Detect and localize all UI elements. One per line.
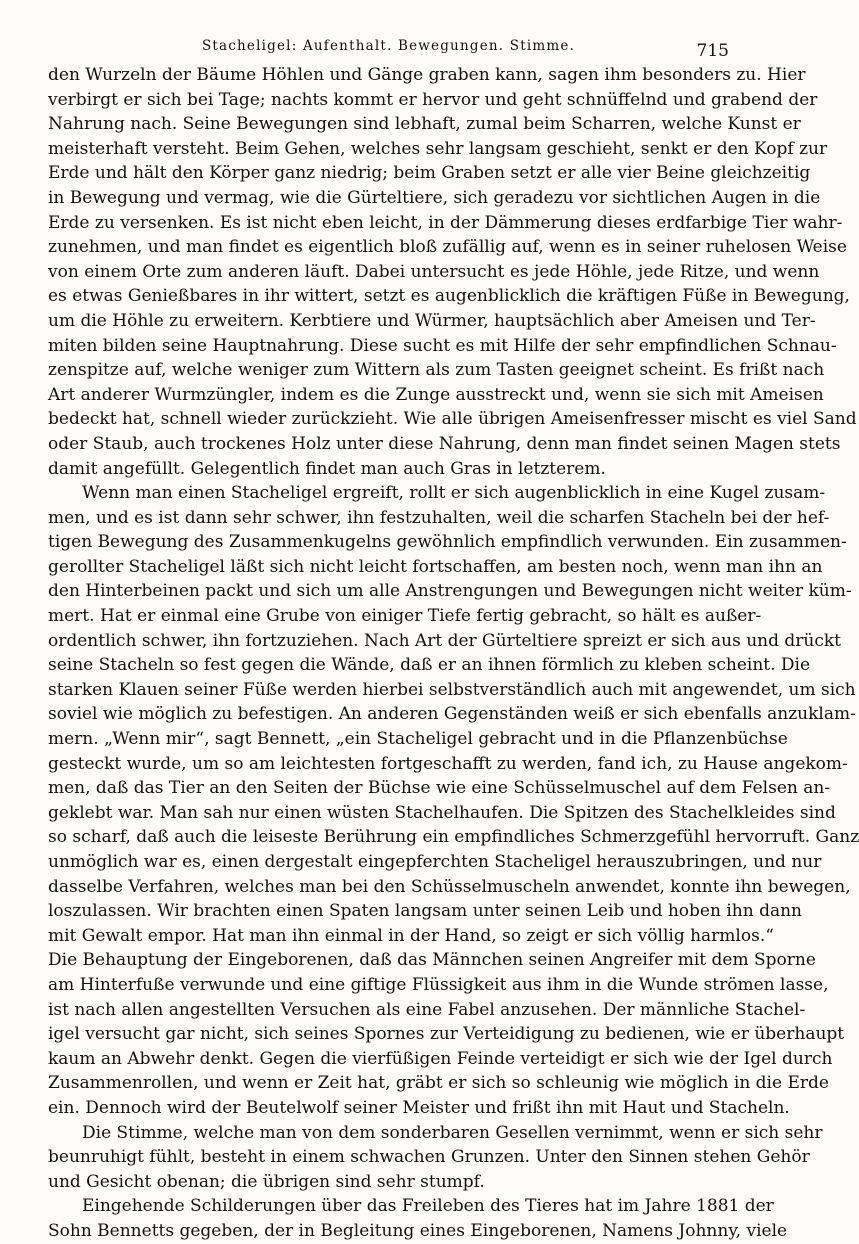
text-line: Die Behauptung der Eingeborenen, daß das Männchen seinen Angreifer mit dem Sporne: [48, 950, 816, 971]
page-header: [48, 36, 729, 66]
text-line: oder Staub, auch trockenes Holz unter diese Nahrung, denn man findet seinen Magen stets: [48, 433, 841, 454]
text-line: mit Gewalt empor. Hat man ihn einmal in der Hand, so zeigt er sich völlig harmlos.“: [48, 925, 774, 946]
text-line: von einem Orte zum anderen läuft. Dabei untersucht es jede Höhle, jede Ritze, und wenn: [48, 261, 820, 282]
text-line: es etwas Genießbares in ihr wittert, setzt es augenblicklich die kräftigen Füße in Bewegung,: [48, 286, 850, 307]
text-line: Wenn man einen Stacheligel ergreift, rollt er sich augenblicklich in eine Kugel zusam-: [82, 483, 826, 504]
running-head: Stacheligel: Aufenthalt. Bewegungen. Stimme.: [201, 38, 576, 54]
text-line: Erde zu versenken. Es ist nicht eben leicht, in der Dämmerung dieses erdfarbige Tier wahr-: [48, 212, 843, 233]
text-line: um die Höhle zu erweitern. Kerbtiere und Würmer, hauptsächlich aber Ameisen und Ter-: [48, 310, 816, 331]
text-line: bedeckt hat, schnell wieder zurückzieht. Wie alle übrigen Ameisenfresser mischt es viel Sand: [48, 409, 857, 430]
text-line: starken Klauen seiner Füße werden hierbei selbstverständlich auch mit angewendet, um sich: [48, 679, 856, 700]
text-line: seine Stacheln so fest gegen die Wände, daß er an ihnen förmlich zu kleben scheint. Die: [48, 655, 811, 676]
text-line: zenspitze auf, welche weniger zum Wittern als zum Tasten geeignet scheint. Es frißt nach: [48, 360, 825, 381]
text-line: ist nach allen angestellten Versuchen als eine Fabel anzusehen. Der männliche Stachel-: [48, 999, 806, 1020]
text-line: miten bilden seine Hauptnahrung. Diese sucht es mit Hilfe der sehr empfindlichen Schnau-: [48, 335, 837, 356]
text-line: Erde und hält den Körper ganz niedrig; beim Graben setzt er alle vier Beine gleichzeitig: [48, 163, 811, 184]
text-line: damit angefüllt. Gelegentlich findet man auch Gras in letzterem.: [48, 458, 606, 479]
text-line: dasselbe Verfahren, welches man bei den Schüsselmuscheln anwendet, konnte ihn bewegen,: [48, 876, 851, 897]
text-line: kaum an Abwehr denkt. Gegen die vierfüßigen Feinde verteidigt er sich wie der Igel durch: [48, 1048, 833, 1069]
text-line: zunehmen, und man findet es eigentlich bloß zufällig auf, wenn es in seiner ruhelosen Weise: [48, 237, 847, 258]
text-line: men, und es ist dann sehr schwer, ihn festzuhalten, weil die scharfen Stacheln bei der hef-: [48, 507, 830, 528]
text-line: geklebt war. Man sah nur einen wüsten Stachelhaufen. Die Spitzen des Stachelkleides sind: [48, 802, 836, 823]
text-line: beunruhigt fühlt, besteht in einem schwachen Grunzen. Unter den Sinnen stehen Gehör: [48, 1147, 810, 1168]
body-text: [48, 63, 859, 1244]
text-line: Zusammenrollen, und wenn er Zeit hat, gräbt er sich so schleunig wie möglich in die Erde: [48, 1073, 829, 1094]
text-line: Eingehende Schilderungen über das Freileben des Tieres hat im Jahre 1881 der: [82, 1196, 774, 1217]
text-line: gesteckt wurde, um so am leichtesten fortgeschafft zu werden, fand ich, zu Hause angekom-: [48, 753, 848, 774]
text-line: Sohn Bennetts gegeben, der in Begleitung eines Eingeborenen, Namens Johnny, viele: [48, 1220, 788, 1241]
text-line: ein. Dennoch wird der Beutelwolf seiner Meister und frißt ihn mit Haut und Stacheln.: [48, 1097, 790, 1118]
text-line: tigen Bewegung des Zusammenkugelns gewöhnlich empfindlich verwunden. Ein zusammen-: [48, 532, 847, 553]
text-line: und Gesicht obenan; die übrigen sind sehr stumpf.: [48, 1171, 485, 1192]
text-line: verbirgt er sich bei Tage; nachts kommt er hervor und geht schnüffelnd und grabend der: [48, 89, 818, 110]
text-line: in Bewegung und vermag, wie die Gürteltiere, sich geradezu vor sichtlichen Augen in die: [48, 187, 821, 208]
text-line: mert. Hat er einmal eine Grube von einiger Tiefe fertig gebracht, so hält es außer-: [48, 606, 762, 627]
text-line: men, daß das Tier an den Seiten der Büchse wie eine Schüsselmuschel auf dem Felsen an-: [48, 778, 831, 799]
text-line: gerollter Stacheligel läßt sich nicht leicht fortschaffen, am besten noch, wenn man ihn an: [48, 556, 823, 577]
text-line: so scharf, daß auch die leiseste Berührung ein empfindliches Schmerzgefühl hervorruft. Ganz: [48, 827, 859, 848]
text-line: ordentlich schwer, ihn fortzuziehen. Nach Art der Gürteltiere spreizt er sich aus und drückt: [48, 630, 842, 651]
text-line: unmöglich war es, einen dergestalt eingepferchten Stacheligel herauszubringen, und nur: [48, 852, 822, 872]
text-line: Nahrung nach. Seine Bewegungen sind lebhaft, zumal beim Scharren, welche Kunst er: [48, 114, 801, 135]
page-number: 715: [696, 41, 729, 61]
text-line: den Hinterbeinen packt und sich um alle Anstrengungen und Bewegungen nicht weiter küm-: [48, 581, 852, 602]
text-line: soviel wie möglich zu befestigen. An anderen Gegenständen weiß er sich ebenfalls anzuklam-: [48, 704, 856, 725]
text-line: den Wurzeln der Bäume Höhlen und Gänge graben kann, sagen ihm besonders zu. Hier: [48, 65, 806, 85]
text-line: am Hinterfuße verwunde und eine giftige Flüssigkeit aus ihm in die Wunde strömen lasse,: [48, 974, 829, 995]
text-line: mern. „Wenn mir“, sagt Bennett, „ein Stacheligel gebracht und in die Pflanzenbüchse: [48, 729, 788, 750]
text-line: meisterhaft versteht. Beim Gehen, welches sehr langsam geschieht, senkt er den Kopf zur: [48, 138, 828, 159]
text-line: Die Stimme, welche man von dem sonderbaren Gesellen vernimmt, wenn er sich sehr: [82, 1122, 823, 1143]
text-line: Art anderer Wurmzüngler, indem es die Zunge ausstreckt und, wenn sie sich mit Ameisen: [48, 384, 824, 405]
text-line: loszulassen. Wir brachten einen Spaten langsam unter seinen Leib und hoben ihn dann: [48, 901, 802, 922]
text-line: igel versucht gar nicht, sich seines Spornes zur Verteidigung zu bedienen, wie er überhaupt: [48, 1024, 845, 1045]
